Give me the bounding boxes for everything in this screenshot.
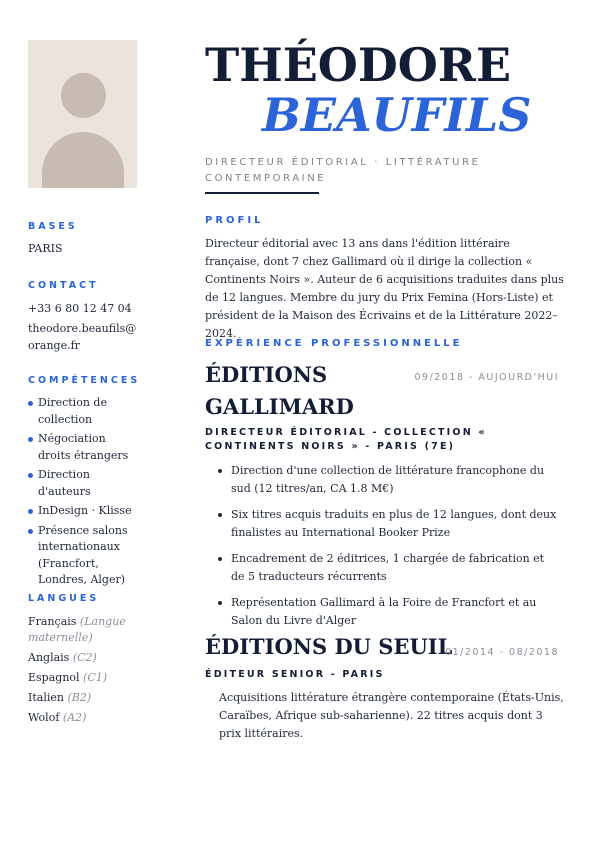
job-bullet: Représentation Gallimard à la Foire de Francfort et au Salon du Livre d'Alger (215, 594, 560, 630)
job-description: Acquisitions littérature étrangère contemporaine (États-Unis, Caraïbes, Afrique sub-saharienne). 22 titres acquis dont 3 prix littéraires. (219, 691, 564, 740)
job-bullet: Encadrement de 2 éditrices, 1 chargée de fabrication et de 5 traducteurs récurrents (215, 550, 560, 586)
skill-item: Présence salons internationaux (Francfort, Londres, Alger) (28, 523, 132, 589)
email-address: theodore.beaufils@orange.fr (28, 322, 137, 352)
language-name: Italien (28, 691, 64, 704)
first-name: THÉODORE (205, 38, 512, 92)
experience-title: EXPÉRIENCE PROFESSIONNELLE (205, 338, 463, 349)
company-name: ÉDITIONS (205, 362, 328, 387)
job-bullet: Direction d'une collection de littérature francophone du sud (12 titres/an, CA 1.8 M€) (215, 462, 560, 498)
bases-value: PARIS (28, 242, 63, 255)
language-name: Wolof (28, 711, 60, 724)
language-level: (B2) (67, 691, 92, 704)
languages-section (28, 593, 140, 730)
job-role: DIRECTEUR ÉDITORIAL - COLLECTION « CONTINENTS NOIRS » - PARIS (7E) (205, 427, 487, 452)
bases-title: BASES (28, 221, 78, 232)
job-dates: 01/2014 - 08/2018 (445, 647, 559, 658)
skill-item: Direction de collection (28, 395, 132, 428)
contact-section (28, 280, 140, 354)
avatar-head-shape (61, 73, 106, 118)
bases-section (28, 221, 140, 257)
languages-title: LANGUES (28, 593, 100, 604)
language-level: (C2) (72, 651, 97, 664)
skill-item: InDesign · Klisse (28, 503, 132, 520)
job-title: DIRECTEUR ÉDITORIAL · LITTÉRATURE CONTEMPORAINE (205, 157, 481, 184)
language-item (28, 670, 128, 686)
language-level: (Langue maternelle) (28, 615, 126, 644)
skills-section (28, 375, 140, 592)
language-name: Français (28, 615, 77, 628)
job-dates: 09/2018 - AUJOURD'HUI (414, 372, 559, 383)
company-name-line2: GALLIMARD (205, 394, 354, 419)
profile-text: Directeur éditorial avec 13 ans dans l'édition littéraire française, dont 7 chez Gallimard où il dirige la collection « Continents Noirs ». Auteur de 6 acquisitions traduites dans plus de 12 langues. Membre du jury du Prix Femina (Hors-Liste) et président de la Maison des Écrivains et de la Littérature 2022–2024. (205, 237, 564, 340)
avatar-body-shape (42, 132, 124, 188)
contact-title: CONTACT (28, 280, 99, 291)
language-name: Espagnol (28, 671, 80, 684)
languages-list (28, 614, 128, 726)
language-level: (A2) (62, 711, 87, 724)
job-bullets (215, 462, 560, 638)
skill-item: Négociation droits étrangers (28, 431, 132, 464)
language-item (28, 614, 128, 646)
language-item (28, 650, 128, 666)
language-item (28, 710, 128, 726)
language-name: Anglais (28, 651, 70, 664)
skills-title: COMPÉTENCES (28, 375, 141, 386)
language-level: (C1) (83, 671, 108, 684)
language-item (28, 690, 128, 706)
header-divider (205, 192, 319, 194)
last-name: BEAUFILS (262, 88, 532, 142)
phone-number: +33 6 80 12 47 04 (28, 302, 132, 315)
profile-photo (28, 40, 137, 188)
profile-title: PROFIL (205, 215, 264, 226)
job-bullet: Six titres acquis traduits en plus de 12 langues, dont deux finalistes au International Booker Prize (215, 506, 560, 542)
company-name: ÉDITIONS DU SEUIL (205, 634, 453, 659)
skills-list (28, 395, 132, 589)
job-role: ÉDITEUR SENIOR - PARIS (205, 669, 385, 680)
skill-item: Direction d'auteurs (28, 467, 132, 500)
